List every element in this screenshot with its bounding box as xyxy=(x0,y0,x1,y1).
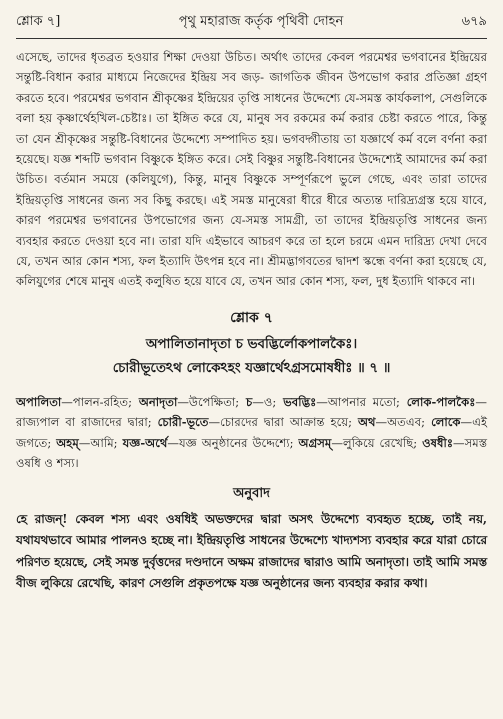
synonym-meaning: —এই জগতে; xyxy=(16,415,487,450)
purport-line: চেষ্টা করতে পারে, কিন্তু তা যেন শ্রীকৃষ্ণের সন্তুষ্টি-বিধানের উদ্দেশ্যে সম্পাদিত xyxy=(16,111,487,146)
purport-line: ভগবান বিষ্ণুকে ইঙ্গিত করে। সেই বিষ্ণুর সন্তুষ্টি-বিধানের উদ্দেশ্যেই আমাদের xyxy=(103,152,451,167)
purport-line: শ্রীমদ্ভাগবতের দ্বাদশ স্কন্ধে বর্ণনা করা হয়েছে যে, কলিযুগের শেষে মানুষ এতই xyxy=(16,254,487,289)
header-rule xyxy=(16,38,487,39)
synonym-word: ভবদ্ভিঃ xyxy=(283,394,317,409)
synonym-meaning: —উপেক্ষিতা; xyxy=(177,394,247,409)
purport-line: হয় কৃষ্ণার্থেহখিল-চেষ্টাঃ। তা ইঙ্গিত করে যে, মানুষ সব রকমের কর্ম করার xyxy=(39,111,379,126)
synonym-word: অহম্ xyxy=(56,435,79,450)
running-header xyxy=(16,10,487,34)
purport-line: জাগতিক জীবন উপভোগ করার প্রতিজ্ঞা গ্রহণ করতে হবে। পরমেশ্বর ভগবান xyxy=(16,70,487,105)
synonym-word: লোক-পালকৈঃ xyxy=(406,394,476,409)
purport-paragraph xyxy=(16,47,487,292)
synonym-word: অগ্রসম্ xyxy=(298,435,332,450)
synonym-meaning: —আপনার মতো; xyxy=(316,394,407,409)
purport-line: করতে দেওয়া হবে না। তারা যদি এইভাবে আচরণ করে তা হলে চরমে এমন xyxy=(52,233,405,248)
page-number: ৬৭৯ xyxy=(461,13,487,29)
purport-line: কর্ম করা উচিত। বর্তমান সময়ে (কলিযুগে), কিন্তু, মানুষ বিষ্ণুকে সম্পূর্ণরূপে xyxy=(16,152,487,187)
synonym-meaning: —আমি; xyxy=(78,435,123,450)
synonym-word: অথ xyxy=(357,415,376,430)
synonym-word: লোকে xyxy=(431,415,461,430)
synonym-meaning: —পালন-রহিত; xyxy=(61,394,139,409)
purport-line: কলুষিত হয়ে যাবে যে, তখন আর কোন শস্য, ফল, দুধ ইত্যাদি থাকবে না। xyxy=(145,274,476,289)
header-chapter-title: পৃথু মহারাজ কর্তৃক পৃথিবী দোহন xyxy=(178,13,344,29)
purport-line: উপভোগের জন্য যে-সমস্ত সামগ্রী, তা তাদের ইন্দ্রিয়তৃপ্তি সাধনের জন্য ব্যবহার xyxy=(16,213,488,248)
translation-text: হে রাজন্! কেবল শস্য এবং ওষধিই অভক্তদের দ্বারা অসৎ উদ্দেশ্যে ব্যবহৃত হচ্ছে, তাই নয়, যথাযথভাবে আমার পালনও হচ্ছে না। ইন্দ্রিয়তৃপ্তি সাধনের উদ্দেশ্যে খাদ্যশস্য ব্যবহার করে যারা চোরে পরিণত হয়েছে, সেই সমস্ত দুর্বৃত্তদের দণ্ডদানে অক্ষম রাজাদের দ্বারাও আমি অনাদৃতা। তাই আমি সমস্ত বীজ লুকিয়ে রেখেছি, কারণ সেগুলি প্রকৃতপক্ষে যজ্ঞ অনুষ্ঠানের জন্য ব্যবহার করার কথা। xyxy=(16,511,487,590)
synonym-word: অনাদৃতা xyxy=(138,394,178,409)
synonyms-block xyxy=(16,392,487,474)
purport-line: শ্রীকৃষ্ণের ইন্দ্রিয়ের তৃপ্তি সাধনের উদ্দেশ্যে যে-সমস্ত কার্যকলাপ, সেগুলিকে বলা xyxy=(16,90,487,126)
purport-line: দারিদ্র্য দেখা দেবে যে, তখন আর কোন শস্য, ফল ইত্যাদি উৎপন্ন হবে না। xyxy=(16,233,487,269)
verse-line-1: অপালিতানাদৃতা চ ভবদ্ভির্লোকপালকৈঃ। xyxy=(145,335,358,352)
synonym-word: অপালিতা xyxy=(16,394,62,409)
verse-title: শ্লোক ৭ xyxy=(230,309,273,326)
synonym-word: ওষধীঃ xyxy=(422,435,453,450)
header-verse-ref: শ্লোক ৭] xyxy=(16,13,61,29)
purport-line: ভুলে গেছে, এবং তারা তাদের ইন্দ্রিয়তৃপ্তি সাধনের জন্য সব কিছু করছে। এই xyxy=(16,172,487,207)
synonym-meaning: —সমস্ত ওষধি ও শস্য। xyxy=(16,435,488,471)
purport-line: সমস্ত মানুষেরা ধীরে ধীরে অত্যন্ত দারিদ্র্যগ্রস্ত হয়ে যাবে, কারণ পরমেশ্বর ভগবানের xyxy=(16,192,488,228)
purport-line: হয়। ভগবদ্গীতায় তা যজ্ঞার্থে কর্ম বলে বর্ণনা করা হয়েছে। যজ্ঞ শব্দটি xyxy=(16,131,488,167)
synonym-meaning: —যজ্ঞ অনুষ্ঠানের উদ্দেশ্যে; xyxy=(167,435,299,450)
synonym-word: চ xyxy=(246,394,253,409)
synonym-meaning: —রাজ্যপাল বা রাজাদের দ্বারা; xyxy=(16,394,487,430)
translation-title: অনুবাদ xyxy=(233,485,270,501)
purport-line: পরমেশ্বর ভগবানের ইন্দ্রিয়ের সন্তুষ্টি-বিধান করার মাধ্যমে নিজেদের ইন্দ্রিয় সব জড়- xyxy=(16,50,487,85)
purport-line: এসেছে, তাদের ধৃতব্রত হওয়ার শিক্ষা দেওয়া উচিত। অর্থাৎ তাদের কেবল xyxy=(16,50,359,64)
synonym-meaning: —চোরদের দ্বারা আক্রান্ত হয়ে; xyxy=(208,415,358,430)
verse-line-2: চোরীভূতেঽথ লোকেঽহং যজ্ঞার্থেঽগ্রসমোষধীঃ ॥ ৭ ॥ xyxy=(112,359,391,376)
synonym-word: চোরী-ভূতে xyxy=(157,415,209,430)
synonym-meaning: —লুকিয়ে রেখেছি; xyxy=(331,435,423,450)
synonym-word: যজ্ঞ-অর্থে xyxy=(122,435,168,450)
synonym-meaning: —অতএব; xyxy=(375,415,432,430)
synonym-meaning: —ও; xyxy=(252,394,284,409)
